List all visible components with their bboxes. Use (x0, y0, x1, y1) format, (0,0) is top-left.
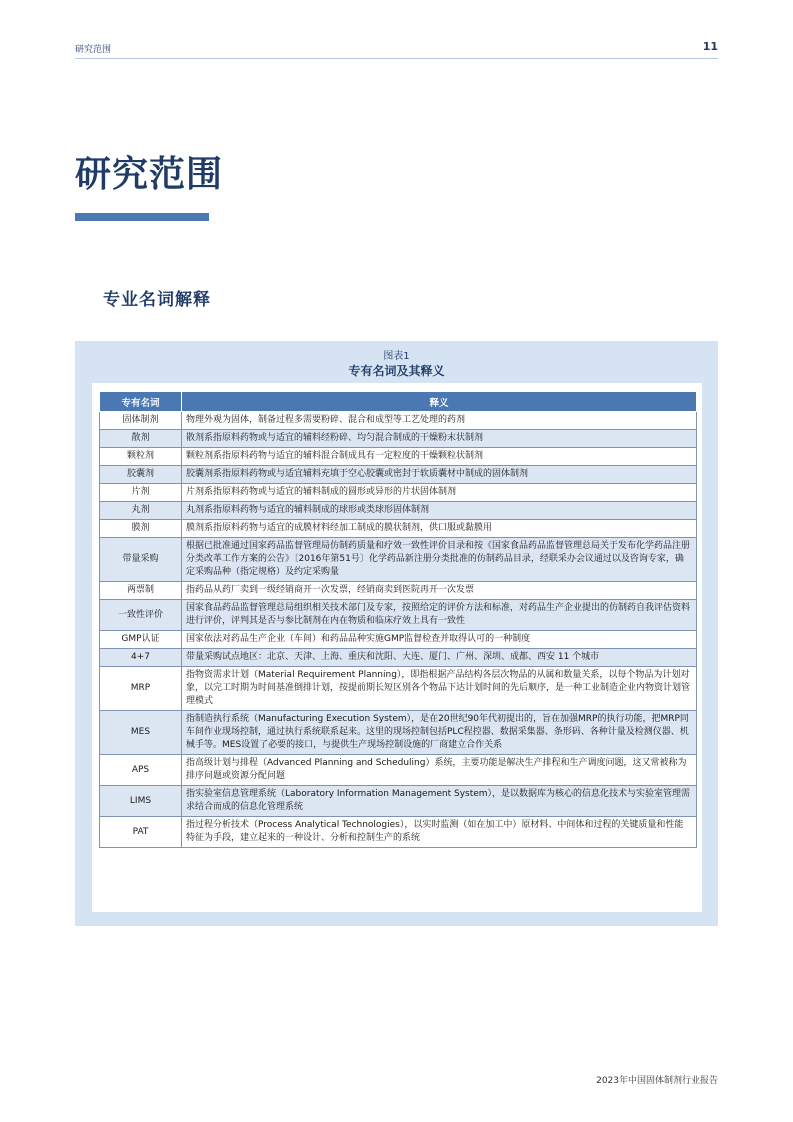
definition-cell: 指高级计划与排程（Advanced Planning and Scheduling）系统，主要功能是解决生产排程和生产调度问题，这又常被称为排序问题或资源分配问题 (182, 755, 697, 786)
definition-cell: 物理外观为固体，制备过程多需要粉碎、混合和成型等工艺处理的药剂 (182, 412, 697, 430)
definition-cell: 颗粒剂系指原料药物与适宜的辅料混合制成具有一定粒度的干燥颗粒状制剂 (182, 448, 697, 466)
table-row (100, 631, 697, 649)
table-row (100, 538, 697, 582)
column-header-term: 专有名词 (100, 392, 182, 412)
table-row (100, 600, 697, 631)
definition-cell: 片剂系指原料药物或与适宜的辅料制成的圆形或异形的片状固体制剂 (182, 484, 697, 502)
term-cell: 丸剂 (100, 502, 182, 520)
term-cell: 带量采购 (100, 538, 182, 582)
column-header-definition: 释义 (182, 392, 697, 412)
term-cell: 片剂 (100, 484, 182, 502)
table-row (100, 667, 697, 711)
term-cell: 胶囊剂 (100, 466, 182, 484)
term-cell: MES (100, 711, 182, 755)
table-body (100, 412, 697, 848)
definition-cell: 根据已批准通过国家药品监督管理局仿制药质量和疗效一致性评价目录和按《国家食品药品监督管理总局关于发布化学药品注册分类改革工作方案的公告》〔2016年第51号〕化学药品新注册分类批准的仿制药品目录，经联采办会议通过以及咨询专家，确定采购品种（指定规格）及约定采购量 (182, 538, 697, 582)
table-row (100, 649, 697, 667)
title-underline-bar (75, 213, 209, 221)
page-title: 研究范围 (75, 153, 224, 195)
table-row (100, 582, 697, 600)
term-cell: MRP (100, 667, 182, 711)
table-row (100, 448, 697, 466)
definition-cell: 指药品从药厂卖到一级经销商开一次发票，经销商卖到医院再开一次发票 (182, 582, 697, 600)
term-cell: 颗粒剂 (100, 448, 182, 466)
term-cell: 膜剂 (100, 520, 182, 538)
definition-cell: 指实验室信息管理系统（Laboratory Information Management System），是以数据库为核心的信息化技术与实验室管理需求结合而成的信息化管理系统 (182, 786, 697, 817)
definition-cell: 丸剂系指原料药物与适宜的辅料制成的球形或类球形固体制剂 (182, 502, 697, 520)
term-cell: 两票制 (100, 582, 182, 600)
definition-cell: 指过程分析技术（Process Analytical Technologies），以实时监测（如在加工中）原材料、中间体和过程的关键质量和性能特征为手段，建立起来的一种设计、分析和控制生产的系统 (182, 817, 697, 848)
section-subtitle: 专业名词解释 (103, 290, 211, 310)
term-cell: 一致性评价 (100, 600, 182, 631)
table-row (100, 755, 697, 786)
term-cell: 散剂 (100, 430, 182, 448)
definition-cell: 指制造执行系统（Manufacturing Execution System），是在20世纪90年代初提出的，旨在加强MRP的执行功能，把MRP同车间作业现场控制，通过执行系统联系起来。这里的现场控制包括PLC程控器、数据采集器、条形码、各种计量及检测仪器、机械手等。MES设置了必要的接口，与提供生产现场控制设施的厂商建立合作关系 (182, 711, 697, 755)
table-row (100, 412, 697, 430)
term-cell: 固体制剂 (100, 412, 182, 430)
table-row (100, 484, 697, 502)
table-row (100, 502, 697, 520)
glossary-table (99, 391, 697, 848)
page-number: 11 (702, 40, 718, 53)
table-header-row (100, 392, 697, 412)
table-container (92, 383, 702, 912)
term-cell: LIMS (100, 786, 182, 817)
figure-label: 图表1 (383, 351, 410, 362)
table-row (100, 817, 697, 848)
definition-cell: 国家食品药品监督管理总局组织相关技术部门及专家，按照给定的评价方法和标准，对药品生产企业提出的仿制药自我评估资料进行评价，评判其是否与参比制剂在内在物质和临床疗效上具有一致性 (182, 600, 697, 631)
table-row (100, 520, 697, 538)
table-row (100, 466, 697, 484)
term-cell: 4+7 (100, 649, 182, 667)
definition-cell: 带量采购试点地区：北京、天津、上海、重庆和沈阳、大连、厦门、广州、深圳、成都、西安 11 个城市 (182, 649, 697, 667)
header-section-title: 研究范围 (75, 45, 112, 55)
definition-cell: 散剂系指原料药物或与适宜的辅料经粉碎、均匀混合制成的干燥粉末状制剂 (182, 430, 697, 448)
definition-cell: 指物资需求计划（Material Requirement Planning），即指根据产品结构各层次物品的从属和数量关系，以每个物品为计划对象，以完工时期为时间基准倒排计划，按提前期长短区别各个物品下达计划时间的先后顺序，是一种工业制造企业内物资计划管理模式 (182, 667, 697, 711)
term-cell: PAT (100, 817, 182, 848)
table-row (100, 786, 697, 817)
figure-title: 专有名词及其释义 (348, 364, 445, 378)
table-row (100, 711, 697, 755)
definition-cell: 国家依法对药品生产企业（车间）和药品品种实施GMP监督检查并取得认可的一种制度 (182, 631, 697, 649)
table-row (100, 430, 697, 448)
term-cell: APS (100, 755, 182, 786)
running-header (75, 42, 718, 59)
term-cell: GMP认证 (100, 631, 182, 649)
footer-report-title: 2023年中国固体制剂行业报告 (596, 1076, 718, 1086)
figure-panel (75, 341, 718, 926)
definition-cell: 胶囊剂系指原料药物或与适宜辅料充填于空心胶囊或密封于软质囊材中制成的固体制剂 (182, 466, 697, 484)
definition-cell: 膜剂系指原料药物与适宜的成膜材料经加工制成的膜状制剂，供口服或黏膜用 (182, 520, 697, 538)
